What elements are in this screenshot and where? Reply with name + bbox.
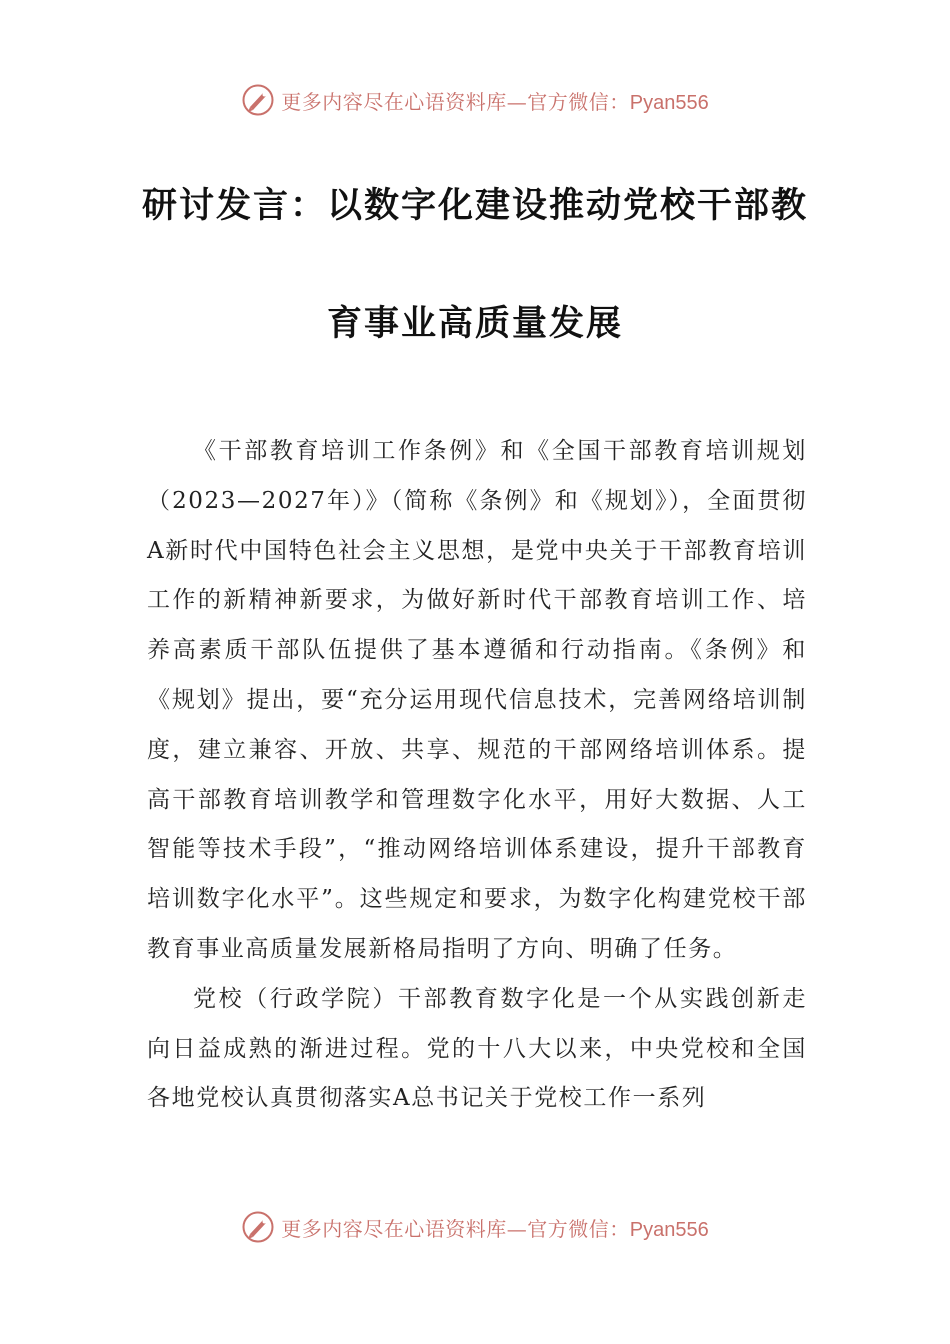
body-paragraph: 党校（行政学院）干部教育数字化是一个从实践创新走向日益成熟的渐进过程。党的十八大以来，中央党校和全国各地党校认真贯彻落实A总书记关于党校工作一系列	[147, 985, 807, 1112]
header-watermark-text: 更多内容尽在心语资料库—官方微信：Pyan556	[281, 89, 709, 114]
document-title-line-1: 研讨发言：以数字化建设推动党校干部教	[141, 186, 808, 226]
header-wechat-id: Pyan556	[629, 91, 709, 114]
footer-wechat-id: Pyan556	[629, 1218, 709, 1241]
body-paragraph: 《干部教育培训工作条例》和《全国干部教育培训规划（2023—2027年）》（简称《条例》和《规划》），全面贯彻A新时代中国特色社会主义思想，是党中央关于干部教育培训工作的新精神新要求，为做好新时代干部教育培训工作、培养高素质干部队伍提供了基本遵循和行动指南。《条例》和《规划》提出，要“充分运用现代信息技术，完善网络培训制度，建立兼容、开放、共享、规范的干部网络培训体系。提高干部教育培训教学和管理数字化水平，用好大数据、人工智能等技术手段”，“推动网络培训体系建设，提升干部教育培训数字化水平”。这些规定和要求，为数字化构建党校干部教育事业高质量发展新格局指明了方向、明确了任务。	[147, 438, 807, 962]
document-body	[147, 427, 807, 1124]
pen-nib-logo-icon	[241, 83, 275, 117]
pen-nib-logo-icon	[241, 1210, 275, 1244]
header-watermark-banner	[0, 80, 950, 120]
footer-watermark-text: 更多内容尽在心语资料库—官方微信：Pyan556	[281, 1216, 709, 1241]
footer-watermark-banner	[0, 1207, 950, 1247]
document-title-line-2: 育事业高质量发展	[326, 304, 623, 344]
